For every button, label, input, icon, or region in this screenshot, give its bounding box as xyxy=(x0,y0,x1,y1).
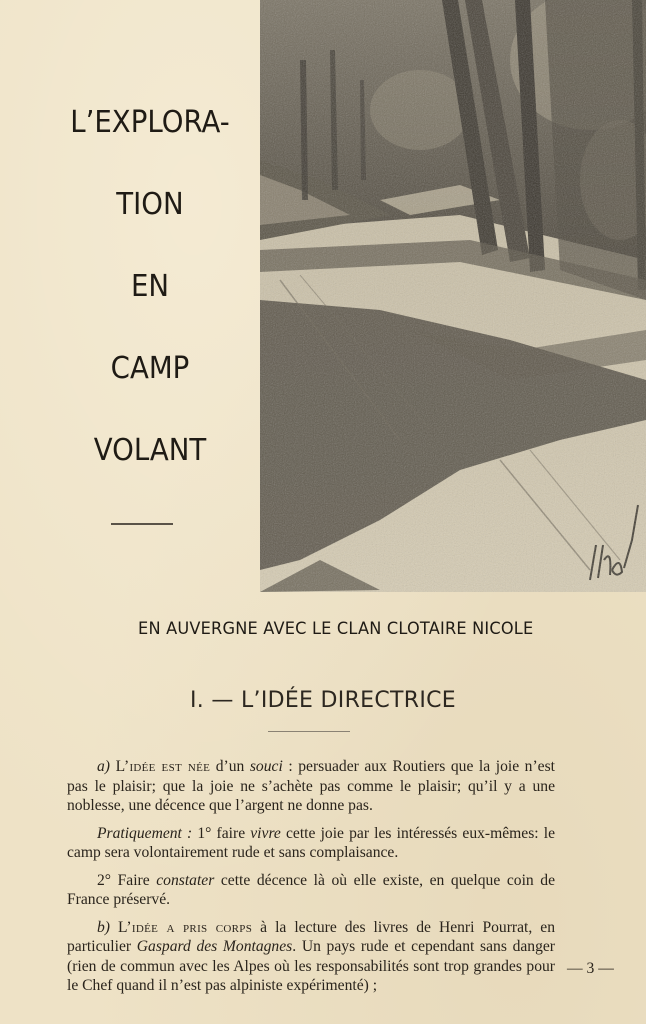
paragraph-lead: Pratiquement : xyxy=(97,824,193,842)
paragraph-b xyxy=(67,918,555,996)
title-line-1: L’EXPLORA- xyxy=(70,105,230,140)
section-divider xyxy=(268,731,350,732)
paragraph-lead: L’idée a pris corps xyxy=(118,918,253,936)
text-run: : persuader aux Routiers que la joie n’est pas le plaisir; que la joie ne s’achète pas comme le plaisir; qu’il y a une noblesse, une décence que l’argent ne donne pas. xyxy=(67,758,555,814)
page-number: — 3 — xyxy=(567,960,614,977)
paragraph-label: b) xyxy=(97,918,110,936)
title-line-2: TION xyxy=(116,187,184,222)
emphasis: constater xyxy=(156,871,215,889)
paragraph-lead: L’idée est née xyxy=(115,758,211,775)
title-line-3: EN xyxy=(130,269,170,304)
title-line-4: CAMP xyxy=(110,351,190,386)
paragraph-2 xyxy=(67,871,555,910)
paragraph-a xyxy=(67,757,555,816)
book-title: Gaspard des Montagnes xyxy=(136,938,293,955)
text-run: d’un xyxy=(210,758,250,775)
text-run: à la lecture des livres de Henri Pourrat, en particulier xyxy=(67,918,555,955)
article-title xyxy=(40,105,260,518)
paragraph-label: a) xyxy=(97,758,110,775)
photo-illustration xyxy=(260,0,646,592)
emphasis: vivre xyxy=(250,824,281,842)
title-line-5: VOLANT xyxy=(93,433,207,468)
paragraph-pratiquement xyxy=(67,824,555,863)
text-run: 2° Faire xyxy=(97,871,157,889)
article-body xyxy=(67,757,555,1004)
emphasis: souci xyxy=(249,758,283,775)
title-divider xyxy=(111,523,173,525)
text-run: 1° faire xyxy=(192,824,251,842)
forest-path-photo xyxy=(260,0,646,592)
text-run: cette joie par les intéressés eux-mêmes: le camp sera volontairement rude et sans complaisance. xyxy=(67,824,556,861)
text-run: cette décence là où elle existe, en quelque coin de France préservé. xyxy=(67,871,556,908)
article-subtitle: EN AUVERGNE AVEC LE CLAN CLOTAIRE NICOLE xyxy=(138,619,534,638)
text-run: . Un pays rude et cependant sans danger (rien de commun avec les Alpes où les responsabilités sont trop grandes pour le Chef quand il n’est pas alpiniste expérimenté) ; xyxy=(67,938,556,994)
section-heading: I. — L’IDÉE DIRECTRICE xyxy=(190,688,456,713)
